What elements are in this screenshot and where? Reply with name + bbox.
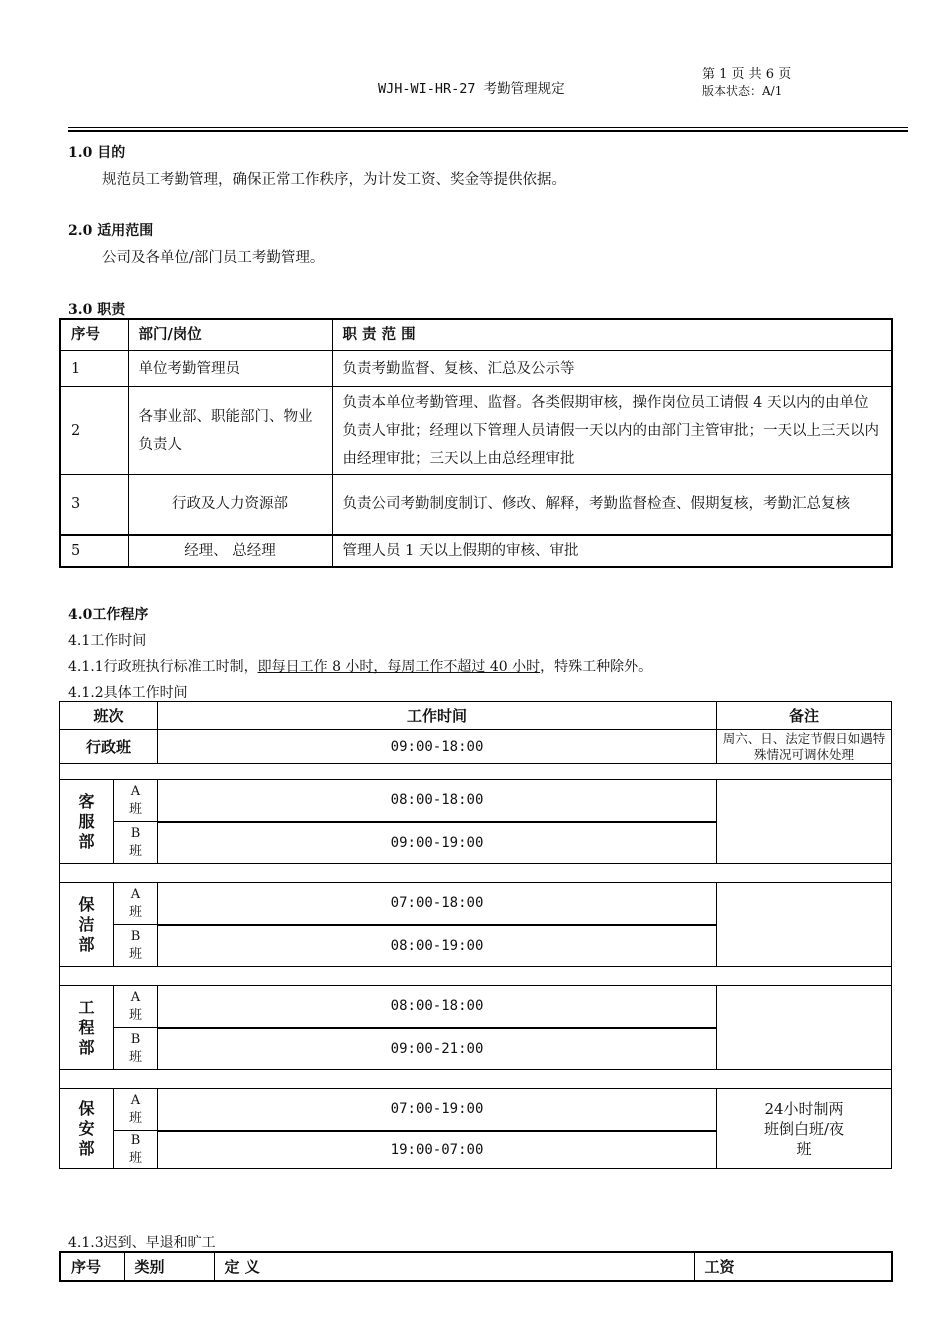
subsection-specific-time: 4.1.2具体工作时间 (68, 685, 188, 701)
table-row (60, 883, 892, 925)
group-note: 24小时制两班倒白班/夜班 (717, 1089, 892, 1169)
cell-no: 2 (60, 387, 128, 475)
admin-shift-name: 行政班 (60, 730, 158, 764)
table-row (60, 387, 892, 475)
col-header-time: 工作时间 (158, 702, 717, 730)
subsection-late-absence: 4.1.3迟到、早退和旷工 (68, 1235, 216, 1251)
standard-hours-prefix: 4.1.1行政班执行标准工时制， (68, 659, 258, 675)
dept-name: 客服部 (60, 780, 114, 864)
class-time: 08:00-18:00 (158, 986, 717, 1028)
table-row (60, 1089, 892, 1131)
class-time: 19:00-07:00 (158, 1131, 717, 1169)
cell-no: 3 (60, 475, 128, 535)
section-duty-title: 3.0 职责 (68, 302, 126, 318)
col-header-no: 序号 (60, 1252, 124, 1281)
header-rule (68, 127, 908, 128)
subsection-work-time: 4.1工作时间 (68, 633, 147, 649)
cell-duty: 负责公司考勤制度制订、修改、解释，考勤监督检查、假期复核，考勤汇总复核 (332, 475, 892, 535)
class-label: A班 (114, 1089, 158, 1131)
class-label: B班 (114, 1028, 158, 1070)
cell-duty: 管理人员 1 天以上假期的审核、审批 (332, 535, 892, 567)
table-header-row (60, 1252, 892, 1281)
group-note (717, 780, 892, 864)
document-title: WJH-WI-HR-27 考勤管理规定 (378, 81, 565, 97)
table-row (60, 535, 892, 567)
table-row (60, 780, 892, 822)
subsection-standard-hours (68, 656, 652, 676)
cell-dept: 经理、 总经理 (128, 535, 332, 567)
col-header-note: 备注 (717, 702, 892, 730)
header-rule-thick (68, 130, 908, 132)
class-time: 07:00-19:00 (158, 1089, 717, 1131)
table-header-row (60, 319, 892, 351)
section-purpose-title: 1.0 目的 (68, 145, 126, 161)
section-procedure-title: 4.0工作程序 (68, 607, 149, 623)
table-spacer (60, 967, 892, 986)
table-row (60, 986, 892, 1028)
standard-hours-underlined: 即每日工作 8 小时，每周工作不超过 40 小时 (257, 659, 541, 675)
cell-no: 1 (60, 351, 128, 387)
class-time: 07:00-18:00 (158, 883, 717, 925)
page-indicator: 第 1 页 共 6 页 (702, 67, 792, 82)
section-purpose-text: 规范员工考勤管理，确保正常工作秩序，为计发工资、奖金等提供依据。 (102, 172, 566, 188)
table-row (60, 351, 892, 387)
responsibility-table (59, 318, 893, 568)
cell-dept: 单位考勤管理员 (128, 351, 332, 387)
cell-dept: 行政及人力资源部 (128, 475, 332, 535)
class-label: A班 (114, 883, 158, 925)
col-header-type: 类别 (124, 1252, 214, 1281)
table-spacer (60, 1070, 892, 1089)
class-time: 08:00-19:00 (158, 925, 717, 967)
late-absence-table (59, 1251, 893, 1282)
dept-name: 保安部 (60, 1089, 114, 1169)
class-label: A班 (114, 780, 158, 822)
cell-duty: 负责本单位考勤管理、监督。各类假期审核，操作岗位员工请假 4 天以内的由单位负责人审批；经理以下管理人员请假一天以内的由部门主管审批；一天以上三天以内由经理审批；三天以上由总经理审批 (332, 387, 892, 475)
col-header-no: 序号 (60, 319, 128, 351)
group-note (717, 883, 892, 967)
col-header-duty: 职 责 范 围 (332, 319, 892, 351)
dept-name: 工程部 (60, 986, 114, 1070)
cell-no: 5 (60, 535, 128, 567)
standard-hours-suffix: ，特殊工种除外。 (540, 659, 653, 675)
class-label: B班 (114, 1131, 158, 1169)
class-label: A班 (114, 986, 158, 1028)
col-header-salary: 工资 (694, 1252, 892, 1281)
table-spacer (60, 864, 892, 883)
col-header-definition: 定 义 (214, 1252, 694, 1281)
class-time: 08:00-18:00 (158, 780, 717, 822)
section-scope-text: 公司及各单位/部门员工考勤管理。 (102, 250, 325, 266)
version-status: 版本状态：A/1 (702, 84, 783, 98)
cell-dept: 各事业部、职能部门、物业负责人 (128, 387, 332, 475)
table-row (60, 475, 892, 535)
table-row (60, 730, 892, 764)
class-time: 09:00-21:00 (158, 1028, 717, 1070)
admin-shift-note: 周六、日、法定节假日如遇特殊情况可调休处理 (717, 730, 892, 764)
section-scope-title: 2.0 适用范围 (68, 223, 154, 239)
group-note (717, 986, 892, 1070)
admin-shift-time: 09:00-18:00 (158, 730, 717, 764)
shift-table (59, 701, 892, 1169)
class-label: B班 (114, 822, 158, 864)
dept-name: 保洁部 (60, 883, 114, 967)
cell-duty: 负责考勤监督、复核、汇总及公示等 (332, 351, 892, 387)
table-header-row (60, 702, 892, 730)
col-header-shift: 班次 (60, 702, 158, 730)
col-header-dept: 部门/岗位 (128, 319, 332, 351)
table-spacer (60, 764, 892, 780)
class-time: 09:00-19:00 (158, 822, 717, 864)
class-label: B班 (114, 925, 158, 967)
